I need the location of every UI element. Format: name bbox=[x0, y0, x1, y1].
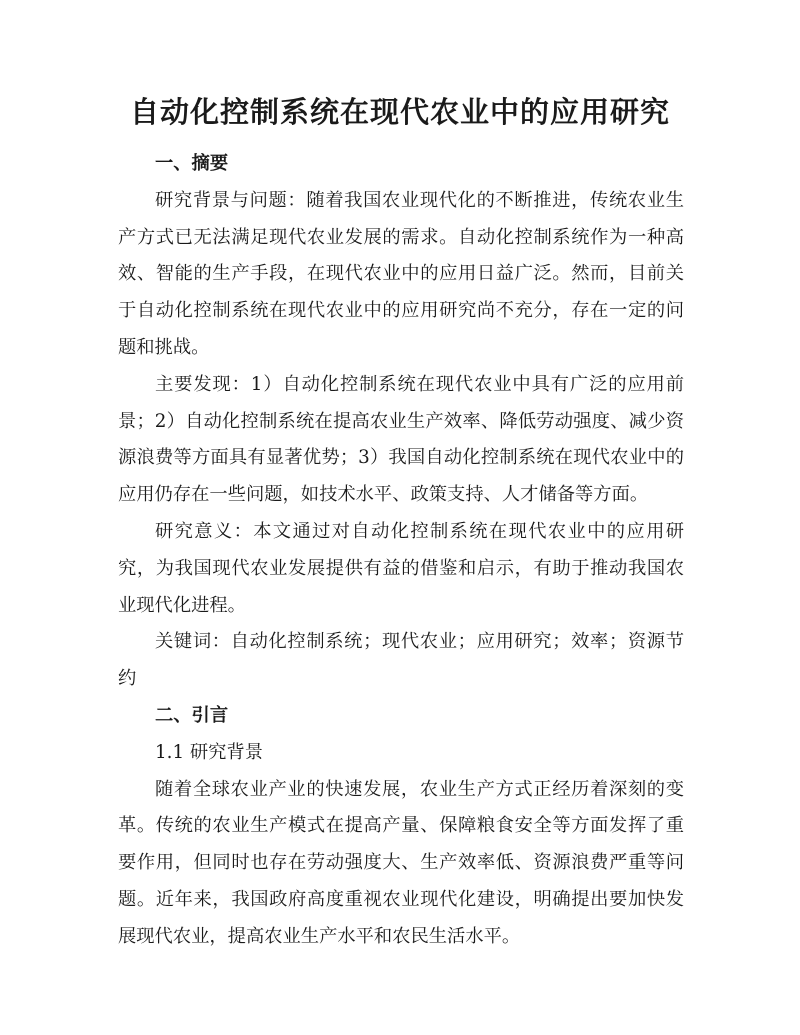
introduction-paragraph: 随着全球农业产业的快速发展，农业生产方式正经历着深刻的变革。传统的农业生产模式在提高产量、保障粮食安全等方面发挥了重要作用，但同时也存在劳动强度大、生产效率低、资源浪费严重等问题。近年来，我国政府高度重视农业现代化建设，明确提出要加快发展现代农业，提高农业生产水平和农民生活水平。 bbox=[118, 778, 684, 947]
abstract-findings-paragraph: 主要发现：1）自动化控制系统在现代农业中具有广泛的应用前景；2）自动化控制系统在提高农业生产效率、降低劳动强度、减少资源浪费等方面具有显著优势；3）我国自动化控制系统在现代农业中的应用仍存在一些问题，如技术水平、政策支持、人才储备等方面。 bbox=[118, 373, 684, 506]
introduction-heading: 二、引言 bbox=[155, 704, 229, 726]
abstract-significance-paragraph: 研究意义：本文通过对自动化控制系统在现代农业中的应用研究，为我国现代农业发展提供有益的借鉴和启示，有助于推动我国农业现代化进程。 bbox=[118, 520, 684, 616]
document-body bbox=[118, 146, 684, 956]
document-title: 自动化控制系统在现代农业中的应用研究 bbox=[129, 95, 670, 129]
abstract-heading: 一、摘要 bbox=[155, 153, 229, 174]
abstract-background-paragraph: 研究背景与问题：随着我国农业现代化的不断推进，传统农业生产方式已无法满足现代农业发展的需求。自动化控制系统作为一种高效、智能的生产手段，在现代农业中的应用日益广泛。然而，目前关于自动化控制系统在现代农业中的应用研究尚不充分，存在一定的问题和挑战。 bbox=[118, 189, 684, 358]
abstract-keywords-paragraph: 关键词：自动化控制系统；现代农业；应用研究；效率；资源节约 bbox=[118, 631, 684, 690]
research-background-subheading: 1.1 研究背景 bbox=[155, 741, 264, 763]
